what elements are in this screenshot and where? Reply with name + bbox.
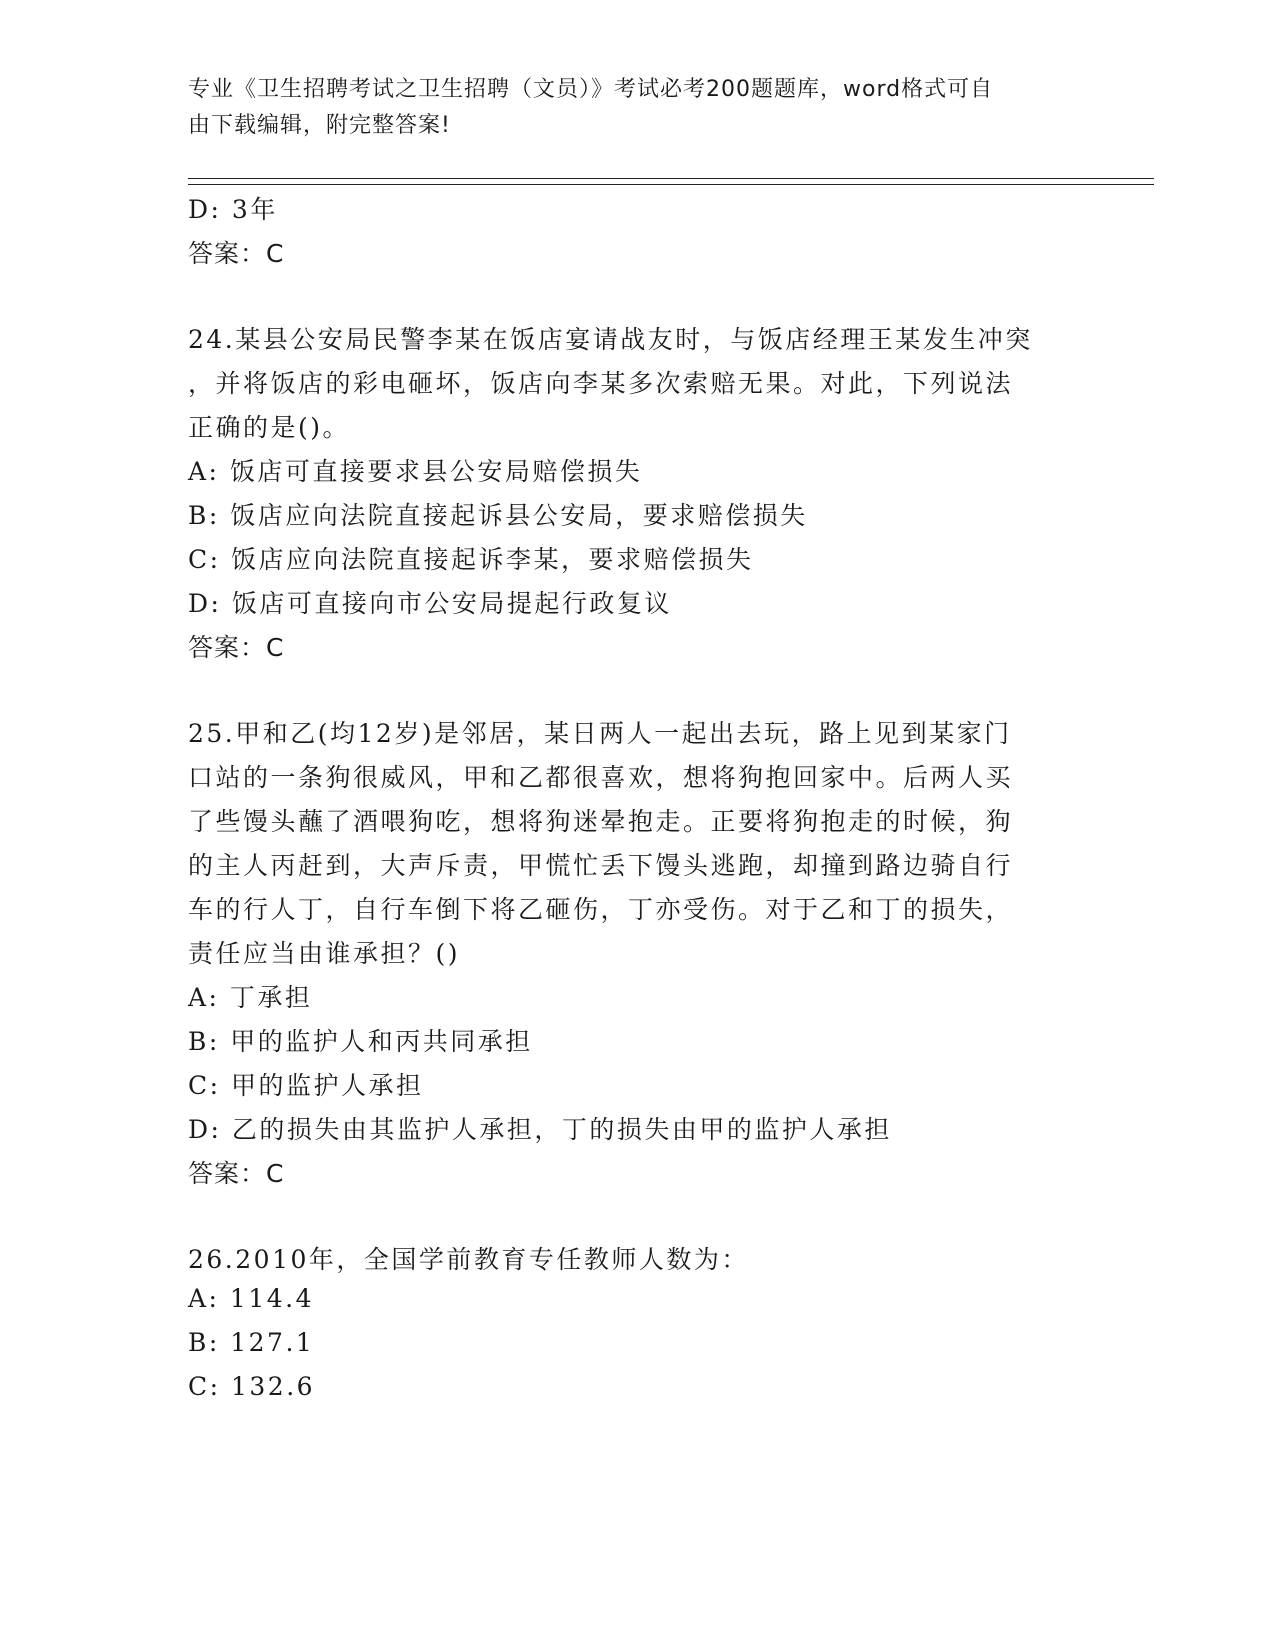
q24-option-d: D: 饭店可直接向市公安局提起行政复议 xyxy=(188,589,672,618)
q25-option-a: A: 丁承担 xyxy=(188,983,313,1012)
header-title-line-1: 专业《卫生招聘考试之卫生招聘（文员）》考试必考200题题库，word格式可自 xyxy=(188,77,994,102)
q24-option-a: A: 饭店可直接要求县公安局赔偿损失 xyxy=(188,457,643,486)
header-title-line-2: 由下载编辑，附完整答案! xyxy=(188,113,451,138)
q26-option-b: B: 127.1 xyxy=(188,1328,315,1357)
prev-answer: 答案：C xyxy=(188,239,285,268)
q25-stem-line-4: 的主人丙赶到，大声斥责，甲慌忙丢下馒头逃跑，却撞到路边骑自行 xyxy=(188,851,1014,880)
q25-stem-line-2: 口站的一条狗很威风，甲和乙都很喜欢，想将狗抱回家中。后两人买 xyxy=(188,763,1014,792)
q25-stem-line-6: 责任应当由谁承担？() xyxy=(188,939,461,968)
header-divider-top xyxy=(188,178,1154,179)
q25-answer: 答案：C xyxy=(188,1159,285,1188)
q25-stem-line-1: 25.甲和乙(均12岁)是邻居，某日两人一起出去玩，路上见到某家门 xyxy=(188,719,1012,748)
document-header xyxy=(188,72,1088,144)
q26-option-c: C: 132.6 xyxy=(188,1372,316,1401)
q26-option-a: A: 114.4 xyxy=(188,1284,314,1313)
q24-option-b: B: 饭店应向法院直接起诉县公安局，要求赔偿损失 xyxy=(188,501,808,530)
q24-option-c: C: 饭店应向法院直接起诉李某，要求赔偿损失 xyxy=(188,545,754,574)
q24-stem-line-3: 正确的是()。 xyxy=(188,413,351,442)
q25-stem-line-5: 车的行人丁，自行车倒下将乙砸伤，丁亦受伤。对于乙和丁的损失， xyxy=(188,895,1014,924)
header-divider-bottom xyxy=(188,184,1154,185)
q25-option-c: C: 甲的监护人承担 xyxy=(188,1071,424,1100)
q25-stem-line-3: 了些馒头蘸了酒喂狗吃，想将狗迷晕抱走。正要将狗抱走的时候，狗 xyxy=(188,807,1014,836)
q24-stem-line-2: ，并将饭店的彩电砸坏，饭店向李某多次索赔无果。对此，下列说法 xyxy=(188,369,1014,398)
q26-stem-line-1: 26.2010年，全国学前教育专任教师人数为： xyxy=(188,1245,749,1274)
prev-option-d: D: 3年 xyxy=(188,195,278,224)
q25-option-b: B: 甲的监护人和丙共同承担 xyxy=(188,1027,533,1056)
q24-stem-line-1: 24.某县公安局民警李某在饭店宴请战友时，与饭店经理王某发生冲突 xyxy=(188,325,1033,354)
q25-option-d: D: 乙的损失由其监护人承担，丁的损失由甲的监护人承担 xyxy=(188,1115,892,1144)
q24-answer: 答案：C xyxy=(188,633,285,662)
